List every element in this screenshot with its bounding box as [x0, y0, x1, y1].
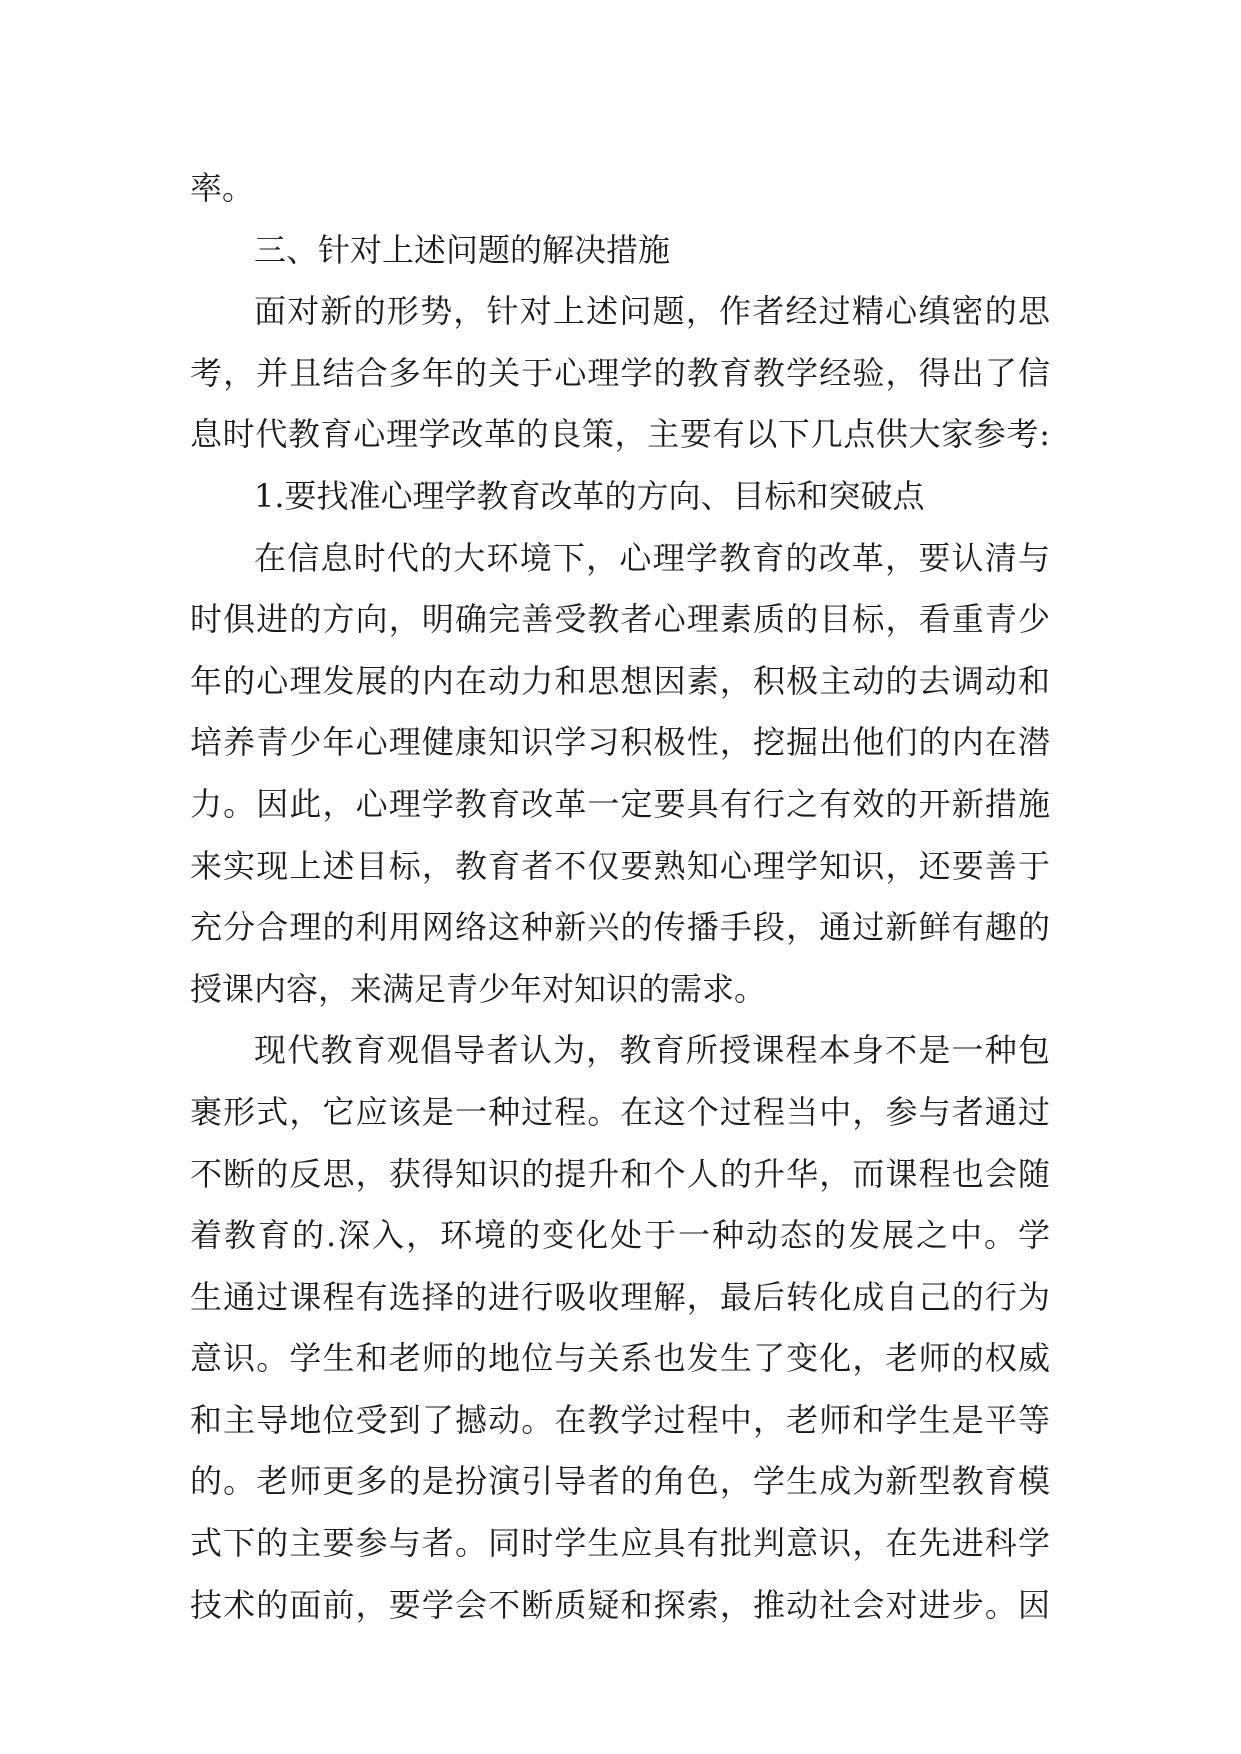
- text-line: 意识。学生和老师的地位与关系也发生了变化，老师的权威: [190, 1339, 1050, 1378]
- text-line: 着教育的.深入，环境的变化处于一种动态的发展之中。学: [190, 1216, 1050, 1255]
- document-body: [190, 158, 1050, 1636]
- text-line: 裹形式，它应该是一种过程。在这个过程当中，参与者通过: [190, 1092, 1050, 1131]
- text-line: 不断的反思，获得知识的提升和个人的升华，而课程也会随: [190, 1154, 1050, 1193]
- text-line: 培养青少年心理健康知识学习积极性，挖掘出他们的内在潜: [190, 723, 1050, 762]
- text-line: 来实现上述目标，教育者不仅要熟知心理学知识，还要善于: [190, 846, 1050, 885]
- text-line: 时俱进的方向，明确完善受教者心理素质的目标，看重青少: [190, 600, 1050, 639]
- text-line: 充分合理的利用网络这种新兴的传播手段，通过新鲜有趣的: [190, 908, 1050, 947]
- text-line: 现代教育观倡导者认为，教育所授课程本身不是一种包: [254, 1031, 1050, 1070]
- text-line: 的。老师更多的是扮演引导者的角色，学生成为新型教育模: [190, 1462, 1050, 1501]
- text-line: 技术的面前，要学会不断质疑和探索，推动社会对进步。因: [190, 1585, 1050, 1624]
- text-line: 1.要找准心理学教育改革的方向、目标和突破点: [254, 476, 925, 515]
- text-line: 考，并且结合多年的关于心理学的教育教学经验，得出了信: [190, 353, 1050, 392]
- text-line: 生通过课程有选择的进行吸收理解，最后转化成自己的行为: [190, 1277, 1050, 1316]
- text-line: 年的心理发展的内在动力和思想因素，积极主动的去调动和: [190, 661, 1050, 700]
- text-line: 和主导地位受到了撼动。在教学过程中，老师和学生是平等: [190, 1400, 1050, 1439]
- text-line: 式下的主要参与者。同时学生应具有批判意识，在先进科学: [190, 1524, 1050, 1563]
- text-line: 息时代教育心理学改革的良策，主要有以下几点供大家参考:: [190, 415, 1050, 454]
- text-line: 在信息时代的大环境下，心理学教育的改革，要认清与: [254, 538, 1050, 577]
- text-line: 授课内容，来满足青少年对知识的需求。: [190, 969, 767, 1008]
- text-line: 面对新的形势，针对上述问题，作者经过精心缜密的思: [254, 292, 1050, 331]
- text-line: 力。因此，心理学教育改革一定要具有行之有效的开新措施: [190, 784, 1050, 823]
- text-line: 三、针对上述问题的解决措施: [254, 230, 671, 269]
- text-line: 率。: [190, 169, 255, 207]
